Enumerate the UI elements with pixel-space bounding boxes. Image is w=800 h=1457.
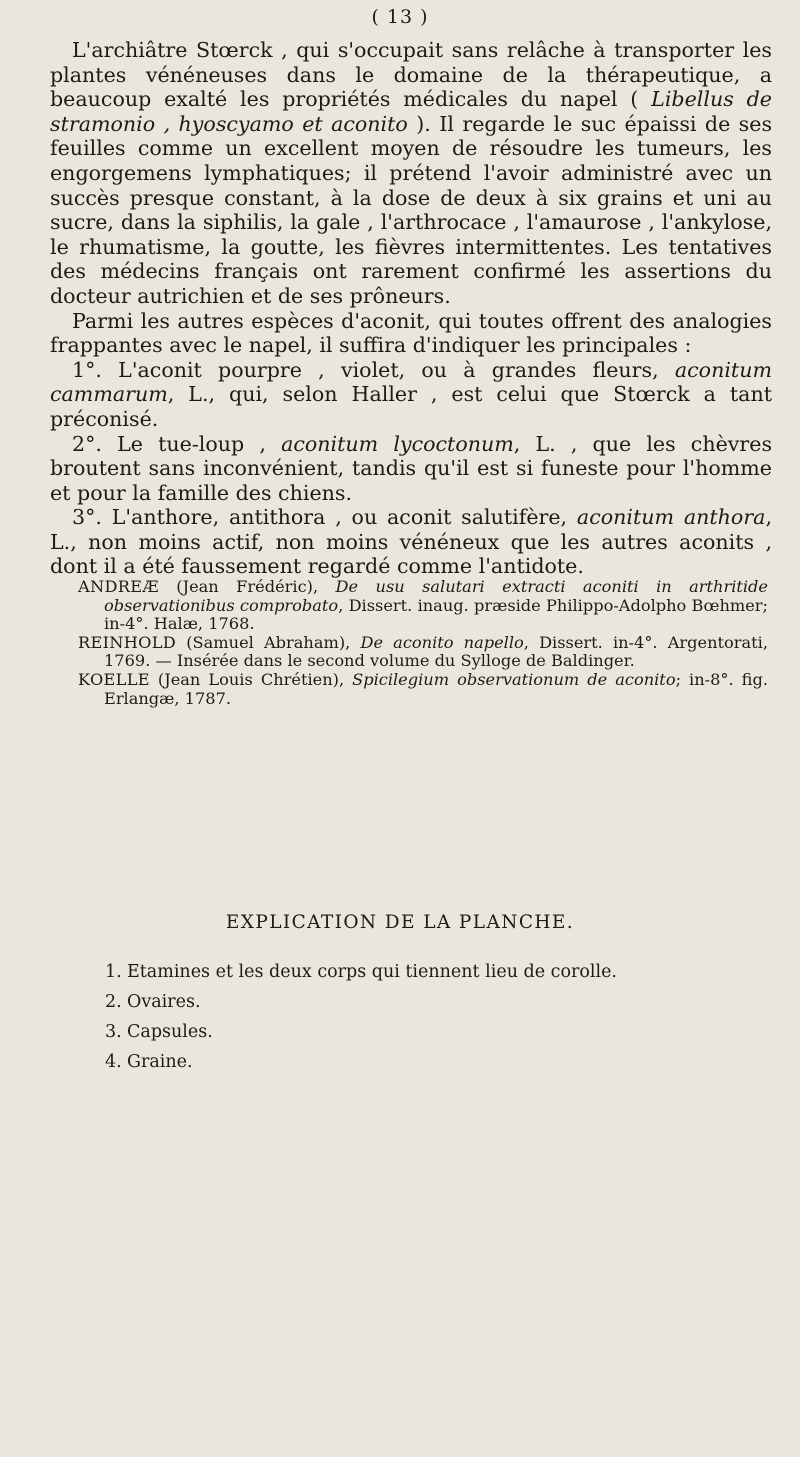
species-3-latin-name: aconitum anthora	[576, 505, 766, 530]
paragraph-napel	[50, 38, 772, 309]
reference-given-name: (Jean Frédéric),	[158, 577, 336, 596]
legend-item	[105, 1047, 765, 1077]
plate-legend-list	[105, 957, 765, 1077]
paragraph-species-1	[50, 358, 772, 432]
legend-item-number: 2.	[105, 992, 122, 1012]
reference-details: , Dissert. inaug. præside Philippo-Adolpho Bœhmer; in-4°. Halæ, 1768.	[104, 595, 768, 634]
species-3-text-a: 3°. L'anthore, antithora , ou aconit salutifère,	[72, 505, 568, 530]
legend-item-number: 4.	[105, 1052, 122, 1072]
paragraph-species-2	[50, 432, 772, 506]
reference-title: De usu salutari extracti aconiti in arthritide observationibus comprobato	[104, 577, 768, 615]
legend-item-number: 1.	[105, 962, 122, 982]
legend-item	[105, 957, 765, 987]
reference-given-name: (Jean Louis Chrétien),	[149, 669, 353, 689]
reference-entry	[78, 577, 768, 634]
reference-author: REINHOLD	[78, 632, 177, 652]
reference-details: , Dissert. in-4°. Argentorati, 1769. — Insérée dans le second volume du Sylloge de Baldinger.	[104, 632, 768, 671]
legend-item-text: Ovaires.	[127, 992, 201, 1012]
species-2-latin-name: aconitum lycoctonum	[281, 431, 514, 456]
reference-title: De aconito napello	[360, 632, 524, 652]
legend-item-text: Etamines et les deux corps qui tiennent lieu de corolle.	[127, 962, 617, 982]
species-2-text-a: 2°. Le tue-loup ,	[72, 431, 266, 456]
reference-entry	[78, 669, 768, 708]
page-number: ( 13 )	[371, 6, 429, 28]
main-text	[50, 38, 772, 579]
paragraph-other-species: Parmi les autres espèces d'aconit, qui toutes offrent des analogies frappantes avec le napel, il suffira d'indiquer les principales :	[50, 308, 772, 358]
reference-author: ANDREÆ	[78, 577, 159, 596]
reference-author: KOELLE	[78, 669, 150, 689]
species-2-text-b: , L. , que les chèvres broutent sans inconvénient, tandis qu'il est si funeste pour l'homme et pour la famille des chiens.	[50, 431, 773, 505]
species-3-text-b: , L., non moins actif, non moins vénéneux que les autres aconits , dont il a été faussement regardé comme l'antidote.	[50, 505, 772, 579]
legend-item-text: Graine.	[127, 1052, 193, 1072]
reference-given-name: (Samuel Abraham),	[176, 632, 361, 652]
paragraph-species-3	[50, 505, 772, 579]
legend-item-text: Capsules.	[127, 1022, 213, 1042]
paragraph-napel-text-b: ). Il regarde le suc épaissi de ses feuilles comme un excellent moyen de résoudre les tumeurs, les engorgemens lymphatiques; il prétend l'avoir administré avec un succès presque constant, à la dose de deux à six grains et uni au sucre, dans la siphilis, la gale , l'arthrocace , l'amaurose , l'ankylose, le rhumatisme, la goutte, les fièvres intermittentes. Les tentatives des médecins français ont rarement confirmé les assertions du docteur autrichien et de ses prôneurs.	[50, 111, 773, 308]
species-1-text-b: , L., qui, selon Haller , est celui que Stœrck a tant préconisé.	[50, 382, 772, 431]
legend-item-number: 3.	[105, 1022, 122, 1042]
reference-entry	[78, 632, 768, 671]
paragraph-napel-latin-title: Libellus de stramonio , hyoscyamo et aconito	[50, 87, 772, 136]
bibliography	[78, 578, 768, 708]
reference-title: Spicilegium observationum de aconito	[352, 669, 676, 689]
plate-explanation-heading: EXPLICATION DE LA PLANCHE.	[225, 912, 575, 933]
species-1-text-a: 1°. L'aconit pourpre , violet, ou à grandes fleurs,	[72, 357, 659, 382]
species-1-latin-name: aconitum cammarum	[50, 357, 773, 407]
legend-item	[105, 987, 765, 1017]
legend-item	[105, 1017, 765, 1047]
reference-details: ; in-8°. fig. Erlangæ, 1787.	[104, 669, 768, 708]
paragraph-napel-text-a: L'archiâtre Stœrck , qui s'occupait sans relâche à transporter les plantes vénéneuses dans le domaine de la thérapeutique, a beaucoup exalté les propriétés médicales du napel (	[50, 38, 772, 112]
